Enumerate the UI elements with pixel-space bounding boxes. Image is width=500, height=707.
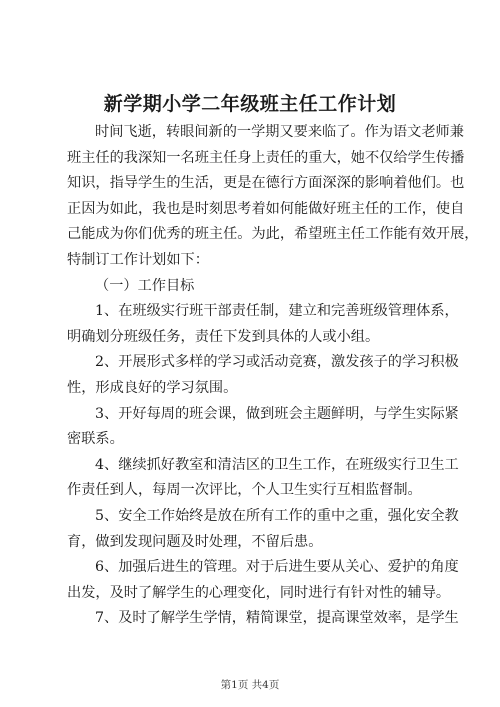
goal-item-6 <box>67 555 459 606</box>
goal-line: 出发，及时了解学生的心理变化，同时进行有针对性的辅导。 <box>67 584 451 601</box>
section-heading: （一）工作目标 <box>95 277 195 294</box>
goal-line: 4、继续抓好教室和清洁区的卫生工作，在班级实行卫生工 <box>95 456 459 473</box>
intro-paragraph <box>67 120 479 274</box>
goal-item-7 <box>67 606 459 632</box>
goal-line: 作责任到人，每周一次评比，个人卫生实行互相监督制。 <box>67 482 422 499</box>
goal-line: 6、加强后进生的管理。对于后进生要从关心、爱护的角度 <box>95 559 459 576</box>
intro-line: 特制订工作计划如下： <box>67 251 209 268</box>
goal-line: 5、安全工作始终是放在所有工作的重中之重，强化安全教 <box>95 507 459 524</box>
goal-line: 明确划分班级任务，责任下发到具体的人或小组。 <box>67 328 380 345</box>
intro-line: 正因为如此，我也是时刻思考着如何能做好班主任的工作，使自 <box>67 200 465 217</box>
goal-line: 3、开好每周的班会课，做到班会主题鲜明，与学生实际紧 <box>95 405 459 422</box>
intro-line: 时间飞逝，转眼间新的一学期又要来临了。作为语文老师兼 <box>95 124 464 140</box>
intro-line: 知识，指导学生的生活，更是在德行方面深深的影响着他们。也 <box>67 175 465 192</box>
document-body <box>67 120 479 632</box>
document-title: 新学期小学二年级班主任工作计划 <box>103 93 397 115</box>
goal-line: 2、开展形式多样的学习或活动竞赛，激发孩子的学习积极 <box>95 354 459 371</box>
goal-line: 1、在班级实行班干部责任制，建立和完善班级管理体系， <box>95 303 459 320</box>
intro-line: 班主任的我深知一名班主任身上责任的重大，她不仅给学生传播 <box>67 149 465 166</box>
goal-line: 7、及时了解学生学情，精简课堂，提高课堂效率，是学生 <box>95 610 459 627</box>
goal-line: 密联系。 <box>67 431 124 448</box>
intro-line: 己能成为你们优秀的班主任。为此，希望班主任工作能有效开展， <box>67 226 479 243</box>
goal-item-2 <box>67 350 459 401</box>
goal-line: 性，形成良好的学习氛围。 <box>67 379 238 396</box>
goal-item-1 <box>67 299 459 350</box>
goal-item-3 <box>67 402 459 453</box>
goal-item-4 <box>67 453 459 504</box>
goal-line: 育，做到发现问题及时处理，不留后患。 <box>67 533 323 550</box>
goal-item-5 <box>67 504 459 555</box>
page-footer: 第1页 共4页 <box>220 679 280 691</box>
